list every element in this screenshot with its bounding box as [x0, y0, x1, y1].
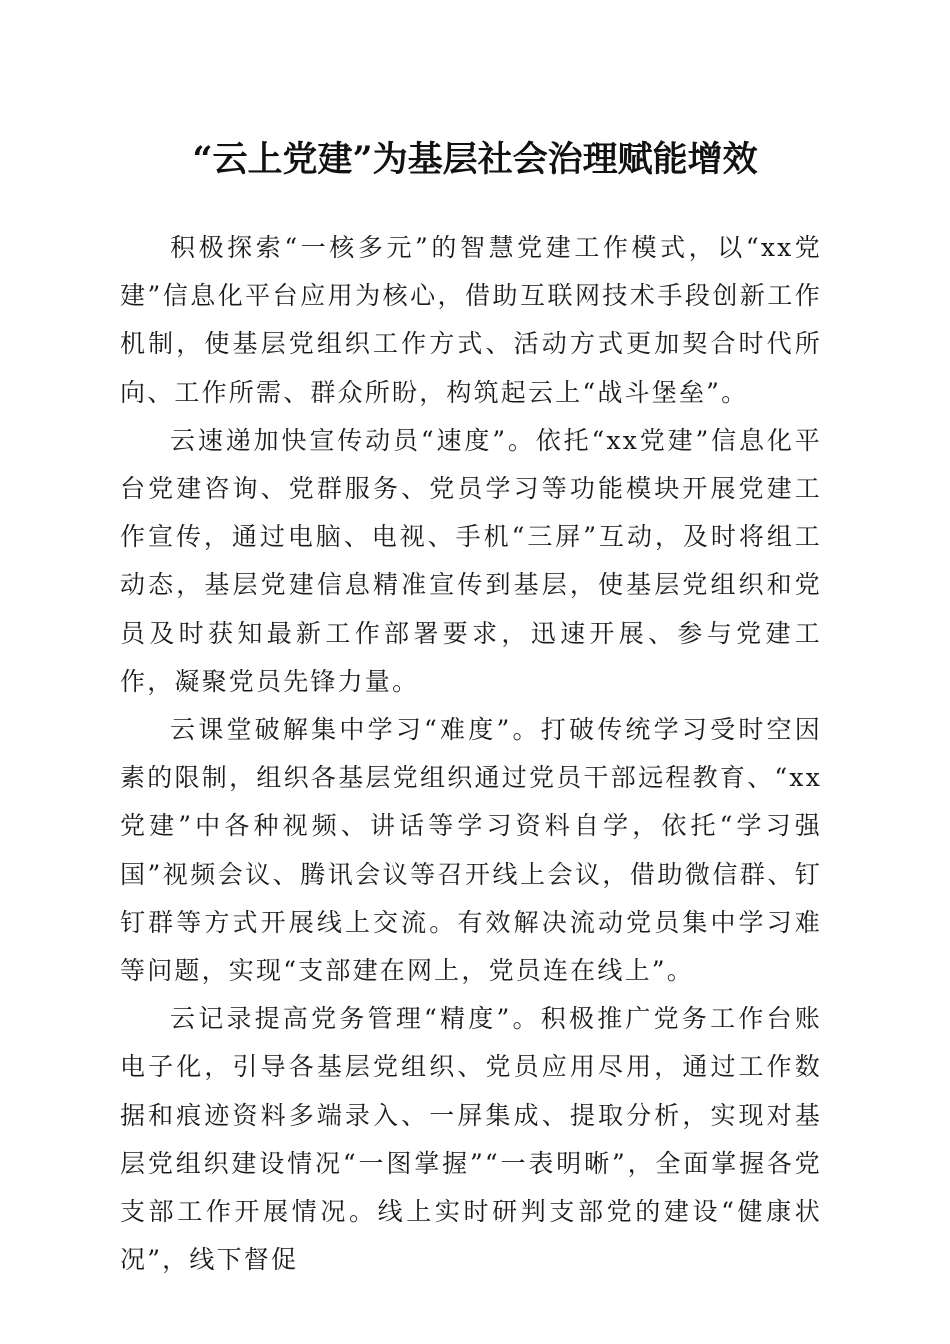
paragraph-intro: 积极探索“一核多元”的智慧党建工作模式，以“xx党建”信息化平台应用为核心，借助互联网技术手段创新工作机制，使基层党组织工作方式、活动方式更加契合时代所向、工作所需、群众所盼，构筑起云上“战斗堡垒”。	[120, 233, 822, 407]
document-title: “云上党建”为基层社会治理赋能增效	[192, 139, 758, 180]
document-body	[120, 224, 822, 1284]
paragraph-cloud-classroom: 云课堂破解集中学习“难度”。打破传统学习受时空因素的限制，组织各基层党组织通过党员干部远程教育、“xx党建”中各种视频、讲话等学习资料自学，依托“学习强国”视频会议、腾讯会议等召开线上会议，借助微信群、钉钉群等方式开展线上交流。有效解决流动党员集中学习难等问题，实现“支部建在网上，党员连在线上”。	[120, 715, 822, 986]
paragraph-cloud-records: 云记录提高党务管理“精度”。积极推广党务工作台账电子化，引导各基层党组织、党员应用尽用，通过工作数据和痕迹资料多端录入、一屏集成、提取分析，实现对基层党组织建设情况“一图掌握”“一表明晰”，全面掌握各党支部工作开展情况。线上实时研判支部党的建设“健康状况”，线下督促	[120, 1004, 822, 1275]
paragraph-cloud-delivery: 云速递加快宣传动员“速度”。依托“xx党建”信息化平台党建咨询、党群服务、党员学习等功能模块开展党建工作宣传，通过电脑、电视、手机“三屏”互动，及时将组工动态，基层党建信息精准宣传到基层，使基层党组织和党员及时获知最新工作部署要求，迅速开展、参与党建工作，凝聚党员先锋力量。	[120, 425, 822, 696]
